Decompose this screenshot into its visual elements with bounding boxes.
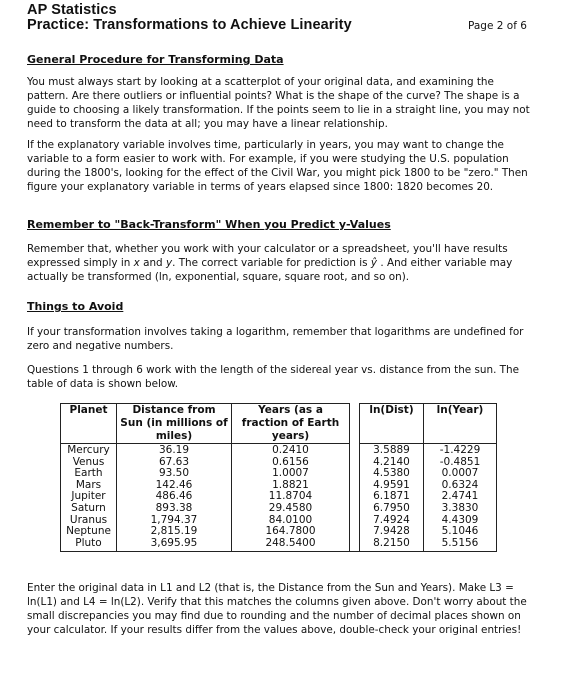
cell-distance: 93.50 [117, 468, 232, 480]
column-gap [350, 404, 360, 444]
column-gap [350, 444, 360, 457]
cell-lndist: 7.4924 [360, 515, 424, 527]
cell-planet: Pluto [61, 538, 117, 552]
page-number: Page 2 of 6 [468, 20, 527, 32]
cell-planet: Uranus [61, 515, 117, 527]
cell-lnyear: -1.4229 [424, 444, 497, 457]
paragraph-time-variable: If the explanatory variable involves time, particularly in years, you may want to change the variable to a form easier to work with. For example, if you were studying the U.S. population during the 1800's, looking for the effect of the Civil War, you might pick 1800 to be "zero." Then figure your explanatory variable in terms of years elapsed since 1800: 1820 becomes 20. [27, 139, 528, 193]
cell-distance: 1,794.37 [117, 515, 232, 527]
cell-years: 84.0100 [232, 515, 350, 527]
cell-distance: 3,695.95 [117, 538, 232, 552]
column-gap [350, 503, 360, 515]
table-row [61, 526, 497, 538]
table-row [61, 444, 497, 457]
header-years: Years (as a fraction of Earth years) [232, 404, 350, 444]
cell-lnyear: 4.4309 [424, 515, 497, 527]
cell-lndist: 3.5889 [360, 444, 424, 457]
worksheet-title: Practice: Transformations to Achieve Linearity [27, 17, 352, 33]
cell-years: 11.8704 [232, 491, 350, 503]
cell-lnyear: 5.5156 [424, 538, 497, 552]
cell-planet: Neptune [61, 526, 117, 538]
table-header-row [61, 404, 497, 444]
header-ln-dist: ln(Dist) [360, 404, 424, 444]
cell-lndist: 4.9591 [360, 480, 424, 492]
column-gap [350, 538, 360, 552]
cell-years: 0.6156 [232, 457, 350, 469]
paragraph-back-transform: Remember that, whether you work with your calculator or a spreadsheet, you'll have results expressed simply in x and y. The correct variable for prediction is ŷ . And either variable may actually be transformed (ln, exponential, square, square root, and so on). [27, 243, 513, 283]
paragraph-scatterplot: You must always start by looking at a scatterplot of your original data, and examining the pattern. Are there outliers or influential points? What is the shape of the curve? The shape is a guide to choosing a likely transformation. If the points seem to lie in a straight line, you may not need to transform the data at all; you may have a linear relationship. [27, 76, 530, 130]
column-gap [350, 457, 360, 469]
cell-lndist: 7.9428 [360, 526, 424, 538]
cell-planet: Venus [61, 457, 117, 469]
paragraph-calculator-instructions: Enter the original data in L1 and L2 (that is, the Distance from the Sun and Years). Make L3 = ln(L1) and L4 = ln(L2). Verify that this matches the columns given above. Don't worry about the small discrepancies you may find due to rounding and the number of decimal places shown on your calculator. If your results differ from the values above, double-check your original entries! [27, 582, 527, 636]
section-heading-things-to-avoid: Things to Avoid [27, 300, 124, 313]
planet-data-table [60, 403, 497, 552]
table-row [61, 503, 497, 515]
paragraph-logarithm-warning: If your transformation involves taking a logarithm, remember that logarithms are undefined for zero and negative numbers. [27, 326, 524, 352]
cell-planet: Jupiter [61, 491, 117, 503]
column-gap [350, 491, 360, 503]
cell-years: 1.0007 [232, 468, 350, 480]
cell-lndist: 4.2140 [360, 457, 424, 469]
paragraph-questions-intro: Questions 1 through 6 work with the length of the sidereal year vs. distance from the sun. The table of data is shown below. [27, 364, 520, 390]
cell-distance: 486.46 [117, 491, 232, 503]
cell-lnyear: 5.1046 [424, 526, 497, 538]
header-distance: Distance from Sun (in millions of miles) [117, 404, 232, 444]
column-gap [350, 468, 360, 480]
cell-distance: 67.63 [117, 457, 232, 469]
cell-distance: 2,815.19 [117, 526, 232, 538]
cell-lndist: 6.7950 [360, 503, 424, 515]
cell-planet: Earth [61, 468, 117, 480]
cell-lnyear: 0.6324 [424, 480, 497, 492]
section-heading-back-transform: Remember to "Back-Transform" When you Predict y-Values [27, 218, 391, 231]
table-row [61, 538, 497, 552]
cell-years: 0.2410 [232, 444, 350, 457]
cell-lndist: 6.1871 [360, 491, 424, 503]
cell-lnyear: 3.3830 [424, 503, 497, 515]
cell-planet: Mars [61, 480, 117, 492]
cell-lndist: 8.2150 [360, 538, 424, 552]
cell-distance: 36.19 [117, 444, 232, 457]
cell-lnyear: 2.4741 [424, 491, 497, 503]
section-heading-general-procedure: General Procedure for Transforming Data [27, 53, 284, 66]
column-gap [350, 526, 360, 538]
course-title: AP Statistics [27, 2, 117, 18]
cell-distance: 142.46 [117, 480, 232, 492]
column-gap [350, 480, 360, 492]
cell-lnyear: -0.4851 [424, 457, 497, 469]
cell-years: 248.5400 [232, 538, 350, 552]
header-ln-year: ln(Year) [424, 404, 497, 444]
cell-years: 29.4580 [232, 503, 350, 515]
cell-years: 164.7800 [232, 526, 350, 538]
cell-lnyear: 0.0007 [424, 468, 497, 480]
cell-years: 1.8821 [232, 480, 350, 492]
cell-planet: Saturn [61, 503, 117, 515]
cell-lndist: 4.5380 [360, 468, 424, 480]
column-gap [350, 515, 360, 527]
cell-distance: 893.38 [117, 503, 232, 515]
cell-planet: Mercury [61, 444, 117, 457]
header-planet: Planet [61, 404, 117, 444]
